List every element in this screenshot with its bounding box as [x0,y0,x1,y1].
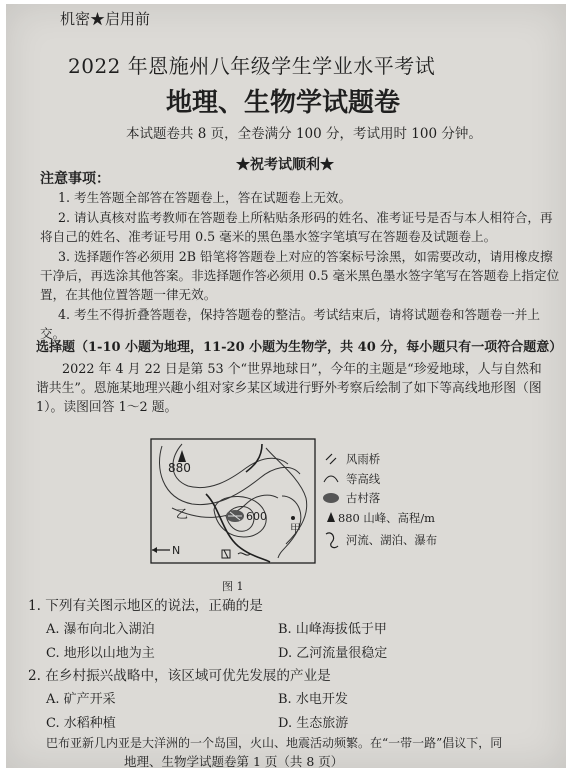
question-1-option-a[interactable]: A. 瀑布向北入湖泊 [46,622,155,637]
north-arrow-head [152,547,157,553]
question-1-option-c[interactable]: C. 地形以山地为主 [46,646,155,661]
question-2-option-c[interactable]: C. 水稻种植 [46,716,116,731]
paper-title: 地理、生物学试题卷 [166,88,401,118]
peak-600-label: 600 [246,510,267,523]
legend-label-bridge: 风雨桥 [346,452,381,466]
legend-label-village: 古村落 [346,491,381,505]
question-2-option-d[interactable]: D. 生态旅游 [278,716,349,731]
trailing-question-text: 巴布亚新几内亚是大洋洲的一个岛国，火山、地震活动频繁。在“一带一路”倡议下，同 [46,736,503,750]
legend-village-icon [323,493,339,503]
section-heading: 选择题（1-10 小题为地理，11-20 小题为生物学，共 40 分，每小题只有一项符合题意） [36,340,563,355]
figure-caption: 图 1 [222,580,244,593]
legend-water-icon [326,533,338,548]
question-1-option-b[interactable]: B. 山峰海拔低于甲 [278,622,387,637]
good-luck-line: ★祝考试顺利★ [236,157,334,173]
contour-map [150,438,450,566]
river [206,494,270,562]
legend-label-peak: 880 山峰、高程/m [338,511,435,525]
map-legend [323,452,437,548]
note-item-2: 2. 请认真核对监考教师在答题卷上所粘贴条形码的姓名、准考证号是否与本人相符合，再将自己的姓名、准考证号用 0.5 毫米的黑色墨水签字笔填写在答题卷及试题卷上。 [40,210,553,244]
question-1-stem: 1. 下列有关图示地区的说法，正确的是 [28,598,263,614]
note-item-4: 4. 考生不得折叠答题卷，保持答题卷的整洁。考试结束后，请将试题卷和答题卷一并上交。 [40,307,540,341]
exam-info: 本试题卷共 8 页，全卷满分 100 分，考试用时 100 分钟。 [126,126,482,142]
question-2-stem: 2. 在乡村振兴战略中，该区域可优先发展的产业是 [28,668,331,684]
legend-label-water: 河流、湖泊、瀑布 [346,533,438,547]
peak-880-label: 880 [168,461,191,475]
river [246,444,262,472]
page-footer: 地理、生物学试题卷第 1 页（共 8 页） [124,754,344,769]
jia-label: 甲 [290,522,301,535]
yi-label: 乙 [176,507,189,521]
note-item-1: 1. 考生答题全部答在答题卷上，答在试题卷上无效。 [58,190,352,205]
contour-map-figure [150,438,450,566]
section-intro: 2022 年 4 月 22 日是第 53 个“世界地球日”，今年的主题是“珍爱地球，人与自然和谐共生”。恩施某地理兴趣小组对家乡某区域进行野外考察后绘制了如下等高线地形图（图 1）。读图回答 1～2 题。 [36,362,542,415]
secret-label: 机密★启用前 [60,10,151,28]
notes-heading: 注意事项： [40,171,110,187]
question-1-option-d[interactable]: D. 乙河流量很稳定 [278,646,388,661]
exam-title: 2022 年恩施州八年级学生学业水平考试 [68,54,436,78]
point-jia-marker [291,516,295,520]
north-label: N [172,544,181,557]
legend-contour-icon [324,476,338,482]
question-2-option-a[interactable]: A. 矿产开采 [46,692,116,707]
note-item-3: 3. 选择题作答必须用 2B 铅笔将答题卷上对应的答案标号涂黑，如需要改动，请用橡皮擦干净后，再选涂其他答案。非选择题作答必须用 0.5 毫米黑色墨水签字笔写在答题卷上指定位置，在其他位置答题一律无效。 [40,249,560,302]
bridge-icon-hatch [224,550,228,558]
legend-bridge-icon [326,454,336,464]
legend-label-contour: 等高线 [346,472,381,486]
question-2-option-b[interactable]: B. 水电开发 [278,692,348,707]
exam-paper [6,4,566,768]
legend-peak-icon [327,512,335,522]
